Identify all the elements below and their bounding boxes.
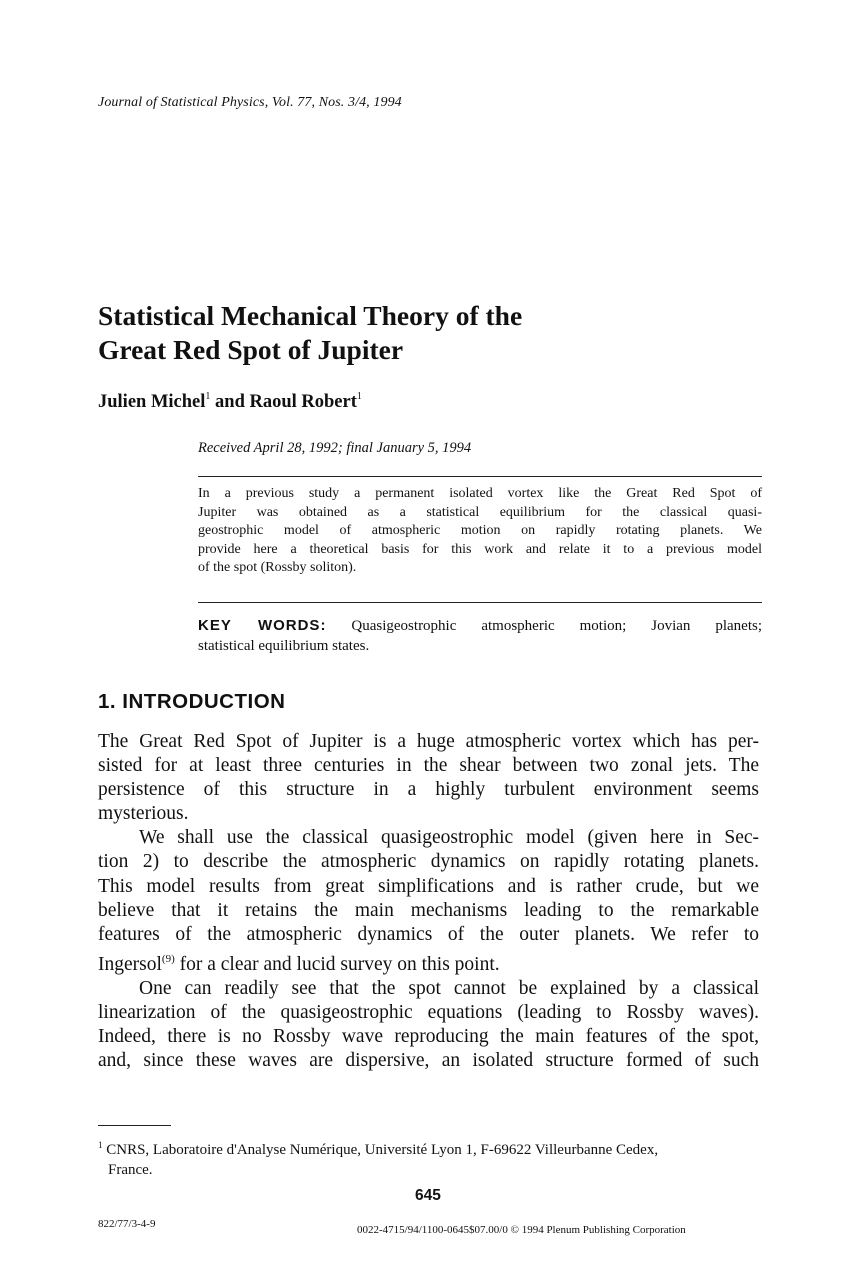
body-line: Indeed, there is no Rossby wave reproducing the main features of the spot, — [98, 1026, 759, 1048]
body-line: This model results from great simplifications and is rather crude, but we — [98, 875, 759, 897]
journal-header: Journal of Statistical Physics, Vol. 77, Nos. 3/4, 1994 — [98, 95, 402, 110]
keywords-label: KEY WORDS: — [198, 617, 327, 634]
author-2: Raoul Robert — [249, 392, 357, 412]
body-line: tion 2) to describe the atmospheric dynamics on rapidly rotating planets. — [98, 851, 759, 873]
keywords-line-2: statistical equilibrium states. — [198, 638, 370, 654]
title-line-2: Great Red Spot of Jupiter — [98, 334, 404, 365]
received-dates: Received April 28, 1992; final January 5, 1994 — [198, 440, 472, 456]
abstract-line: geostrophic model of atmospheric motion on rapidly rotating planets. We — [198, 523, 762, 538]
body-line: mysterious. — [98, 803, 189, 825]
keywords-line-1: Quasigeostrophic atmospheric motion; Jovian planets; — [351, 618, 763, 634]
body-line: features of the atmospheric dynamics of the outer planets. We refer to — [98, 923, 759, 945]
page-number: 645 — [415, 1187, 441, 1204]
abstract-line: of the spot (Rossby soliton). — [198, 560, 357, 575]
footnote-line-1: CNRS, Laboratoire d'Analyse Numérique, Université Lyon 1, F-69622 Villeurbanne Cedex, — [102, 1142, 659, 1158]
cited-author: Ingersol — [98, 953, 162, 975]
abstract-line: In a previous study a permanent isolated vortex like the Great Red Spot of — [198, 486, 762, 501]
footnote-mark: 1 — [98, 1140, 103, 1150]
abstract-top-rule — [198, 476, 762, 477]
body-text — [98, 730, 759, 1073]
body-line: We shall use the classical quasigeostrophic model (given here in Sec- — [139, 827, 759, 849]
authors-conjunction: and — [210, 392, 250, 412]
author-1-affiliation-mark: 1 — [205, 391, 211, 402]
footnote-rule — [98, 1125, 171, 1126]
keywords — [198, 616, 762, 656]
body-line-citation — [98, 947, 759, 977]
body-line: One can readily see that the spot cannot be explained by a classical — [139, 977, 759, 999]
abstract-bottom-rule — [198, 602, 762, 603]
author-1: Julien Michel — [98, 392, 206, 412]
footnote — [98, 1135, 759, 1180]
title-line-1: Statistical Mechanical Theory of the — [98, 300, 523, 331]
footnote-line-2: France. — [108, 1162, 153, 1178]
body-line: The Great Red Spot of Jupiter is a huge atmospheric vortex which has per- — [98, 731, 759, 752]
citation-rest: for a clear and lucid survey on this point. — [174, 953, 500, 975]
body-line: sisted for at least three centuries in the shear between two zonal jets. The — [98, 755, 759, 777]
authors — [98, 391, 362, 413]
manuscript-code: 822/77/3-4-9 — [98, 1218, 156, 1230]
body-line: persistence of this structure in a highly turbulent environment seems — [98, 779, 759, 801]
abstract — [198, 485, 762, 578]
abstract-line: provide here a theoretical basis for this work and relate it to a previous model — [198, 541, 762, 557]
section-heading: 1. INTRODUCTION — [98, 690, 286, 713]
body-line: linearization of the quasigeostrophic equations (leading to Rossby waves). — [98, 1002, 759, 1024]
abstract-line: Jupiter was obtained as a statistical equilibrium for the classical quasi- — [198, 504, 762, 520]
body-line: and, since these waves are dispersive, an isolated structure formed of such — [98, 1050, 759, 1072]
body-line: believe that it retains the main mechanisms leading to the remarkable — [98, 899, 759, 921]
copyright-line: 0022-4715/94/1100-0645$07.00/0 © 1994 Plenum Publishing Corporation — [357, 1224, 686, 1236]
reference-mark: (9) — [161, 952, 175, 965]
paper-title — [98, 299, 522, 367]
author-2-affiliation-mark: 1 — [356, 391, 362, 402]
